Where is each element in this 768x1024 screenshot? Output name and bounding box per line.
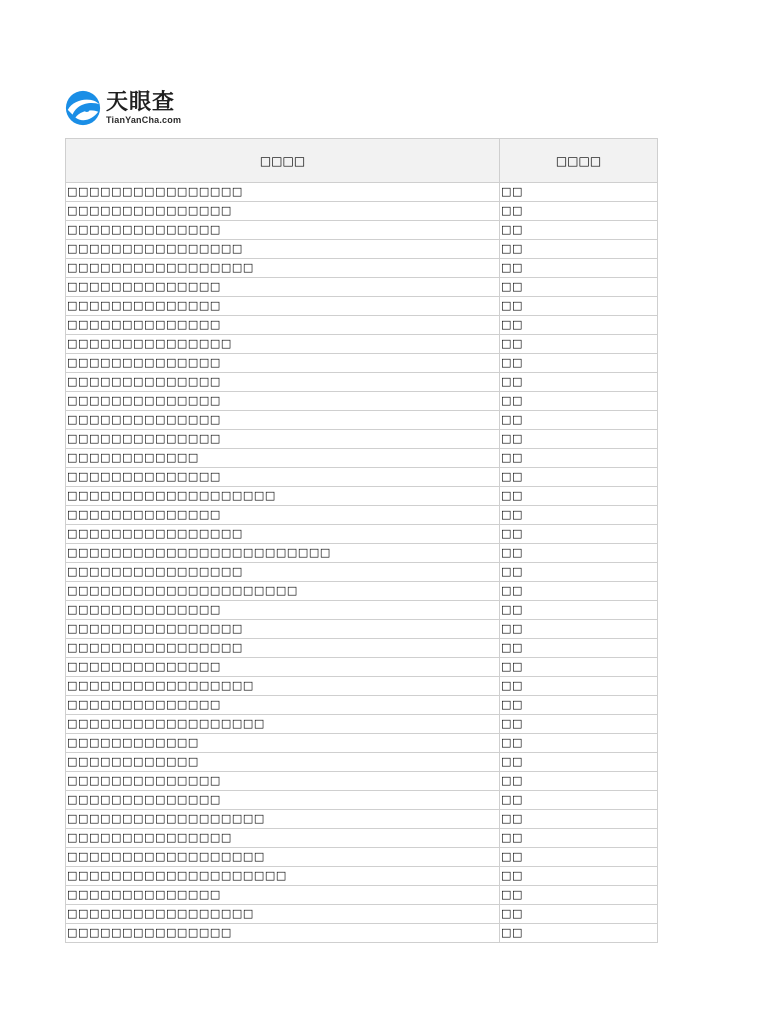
cell-name: □□□□□□□□□□□□	[66, 753, 500, 772]
logo-wordmark	[106, 91, 181, 125]
table-row	[66, 696, 658, 715]
cell-status: □□	[500, 278, 658, 297]
cell-status: □□	[500, 810, 658, 829]
cell-name: □□□□□□□□□□□□□□	[66, 411, 500, 430]
table-row	[66, 373, 658, 392]
table-row	[66, 221, 658, 240]
table-row	[66, 772, 658, 791]
cell-status: □□	[500, 715, 658, 734]
cell-status: □□	[500, 373, 658, 392]
cell-status: □□	[500, 563, 658, 582]
table-body	[66, 183, 658, 943]
cell-name: □□□□□□□□□□□□□□□□	[66, 620, 500, 639]
cell-name: □□□□□□□□□□□□□□	[66, 297, 500, 316]
table-row	[66, 753, 658, 772]
cell-status: □□	[500, 487, 658, 506]
cell-name: □□□□□□□□□□□□□□□	[66, 202, 500, 221]
cell-status: □□	[500, 639, 658, 658]
table-row	[66, 411, 658, 430]
table-row	[66, 810, 658, 829]
cell-status: □□	[500, 544, 658, 563]
cell-name: □□□□□□□□□□□□□□□□□	[66, 259, 500, 278]
table-row	[66, 848, 658, 867]
table-row	[66, 582, 658, 601]
cell-status: □□	[500, 886, 658, 905]
cell-status: □□	[500, 354, 658, 373]
cell-status: □□	[500, 829, 658, 848]
logo-name-en: TianYanCha.com	[106, 115, 182, 125]
table-row	[66, 468, 658, 487]
logo-name-cn: 天眼查	[106, 90, 176, 115]
cell-status: □□	[500, 867, 658, 886]
table-row	[66, 544, 658, 563]
table-row	[66, 354, 658, 373]
cell-status: □□	[500, 753, 658, 772]
cell-status: □□	[500, 582, 658, 601]
cell-name: □□□□□□□□□□□□□□	[66, 373, 500, 392]
eye-logo-icon	[64, 89, 102, 127]
cell-name: □□□□□□□□□□□□□□	[66, 392, 500, 411]
cell-name: □□□□□□□□□□□□□□□□□□	[66, 715, 500, 734]
table-row	[66, 658, 658, 677]
cell-name: □□□□□□□□□□□□□□	[66, 468, 500, 487]
cell-status: □□	[500, 696, 658, 715]
cell-status: □□	[500, 772, 658, 791]
cell-name: □□□□□□□□□□□□	[66, 734, 500, 753]
cell-name: □□□□□□□□□□□□	[66, 449, 500, 468]
cell-name: □□□□□□□□□□□□□□□□□□	[66, 848, 500, 867]
cell-name: □□□□□□□□□□□□□□□□	[66, 525, 500, 544]
cell-name: □□□□□□□□□□□□□□□	[66, 335, 500, 354]
cell-status: □□	[500, 297, 658, 316]
cell-status: □□	[500, 677, 658, 696]
cell-name: □□□□□□□□□□□□□□□□	[66, 563, 500, 582]
table-row	[66, 183, 658, 202]
table-row	[66, 316, 658, 335]
table-row	[66, 734, 658, 753]
table-row	[66, 297, 658, 316]
cell-status: □□	[500, 221, 658, 240]
table-row	[66, 886, 658, 905]
cell-name: □□□□□□□□□□□□□□	[66, 354, 500, 373]
cell-status: □□	[500, 506, 658, 525]
cell-status: □□	[500, 658, 658, 677]
cell-status: □□	[500, 202, 658, 221]
table-row	[66, 240, 658, 259]
cell-name: □□□□□□□□□□□□□□	[66, 601, 500, 620]
cell-name: □□□□□□□□□□□□□□□□	[66, 183, 500, 202]
table-row	[66, 924, 658, 943]
table-row	[66, 620, 658, 639]
cell-status: □□	[500, 905, 658, 924]
cell-name: □□□□□□□□□□□□□□□□	[66, 240, 500, 259]
records-table	[65, 138, 658, 943]
cell-status: □□	[500, 316, 658, 335]
cell-name: □□□□□□□□□□□□□□□	[66, 829, 500, 848]
cell-status: □□	[500, 392, 658, 411]
cell-name: □□□□□□□□□□□□□□	[66, 791, 500, 810]
cell-name: □□□□□□□□□□□□□□	[66, 430, 500, 449]
cell-name: □□□□□□□□□□□□□□□□	[66, 639, 500, 658]
table-row	[66, 601, 658, 620]
table-row	[66, 677, 658, 696]
cell-status: □□	[500, 924, 658, 943]
cell-name: □□□□□□□□□□□□□□□□□□□	[66, 487, 500, 506]
table-row	[66, 905, 658, 924]
table-row	[66, 791, 658, 810]
table-row	[66, 715, 658, 734]
table-row	[66, 335, 658, 354]
cell-status: □□	[500, 335, 658, 354]
cell-name: □□□□□□□□□□□□□□□□□□□□□	[66, 582, 500, 601]
cell-name: □□□□□□□□□□□□□□□□□□□□	[66, 867, 500, 886]
cell-name: □□□□□□□□□□□□□□	[66, 506, 500, 525]
table-row	[66, 525, 658, 544]
table-row	[66, 487, 658, 506]
cell-status: □□	[500, 430, 658, 449]
cell-status: □□	[500, 183, 658, 202]
table-row	[66, 563, 658, 582]
cell-status: □□	[500, 259, 658, 278]
table-row	[66, 202, 658, 221]
cell-status: □□	[500, 525, 658, 544]
cell-name: □□□□□□□□□□□□□□	[66, 658, 500, 677]
table-header-row	[66, 139, 658, 183]
table-row	[66, 392, 658, 411]
cell-status: □□	[500, 411, 658, 430]
column-header-name: □□□□	[66, 139, 500, 183]
cell-status: □□	[500, 620, 658, 639]
cell-status: □□	[500, 601, 658, 620]
cell-name: □□□□□□□□□□□□□□	[66, 772, 500, 791]
column-header-status: □□□□	[500, 139, 658, 183]
table-row	[66, 639, 658, 658]
cell-name: □□□□□□□□□□□□□□	[66, 886, 500, 905]
table-row	[66, 449, 658, 468]
table-row	[66, 259, 658, 278]
cell-name: □□□□□□□□□□□□□□□	[66, 924, 500, 943]
cell-status: □□	[500, 848, 658, 867]
cell-status: □□	[500, 468, 658, 487]
cell-status: □□	[500, 240, 658, 259]
cell-name: □□□□□□□□□□□□□□	[66, 696, 500, 715]
table-row	[66, 829, 658, 848]
cell-name: □□□□□□□□□□□□□□	[66, 278, 500, 297]
cell-name: □□□□□□□□□□□□□□□□□□□□□□□□	[66, 544, 500, 563]
tianyancha-logo	[64, 88, 181, 128]
table-row	[66, 506, 658, 525]
cell-status: □□	[500, 449, 658, 468]
table-row	[66, 278, 658, 297]
cell-name: □□□□□□□□□□□□□□	[66, 221, 500, 240]
cell-name: □□□□□□□□□□□□□□□□□	[66, 677, 500, 696]
table-row	[66, 867, 658, 886]
cell-status: □□	[500, 791, 658, 810]
cell-name: □□□□□□□□□□□□□□	[66, 316, 500, 335]
cell-name: □□□□□□□□□□□□□□□□□□	[66, 810, 500, 829]
cell-name: □□□□□□□□□□□□□□□□□	[66, 905, 500, 924]
cell-status: □□	[500, 734, 658, 753]
table-row	[66, 430, 658, 449]
